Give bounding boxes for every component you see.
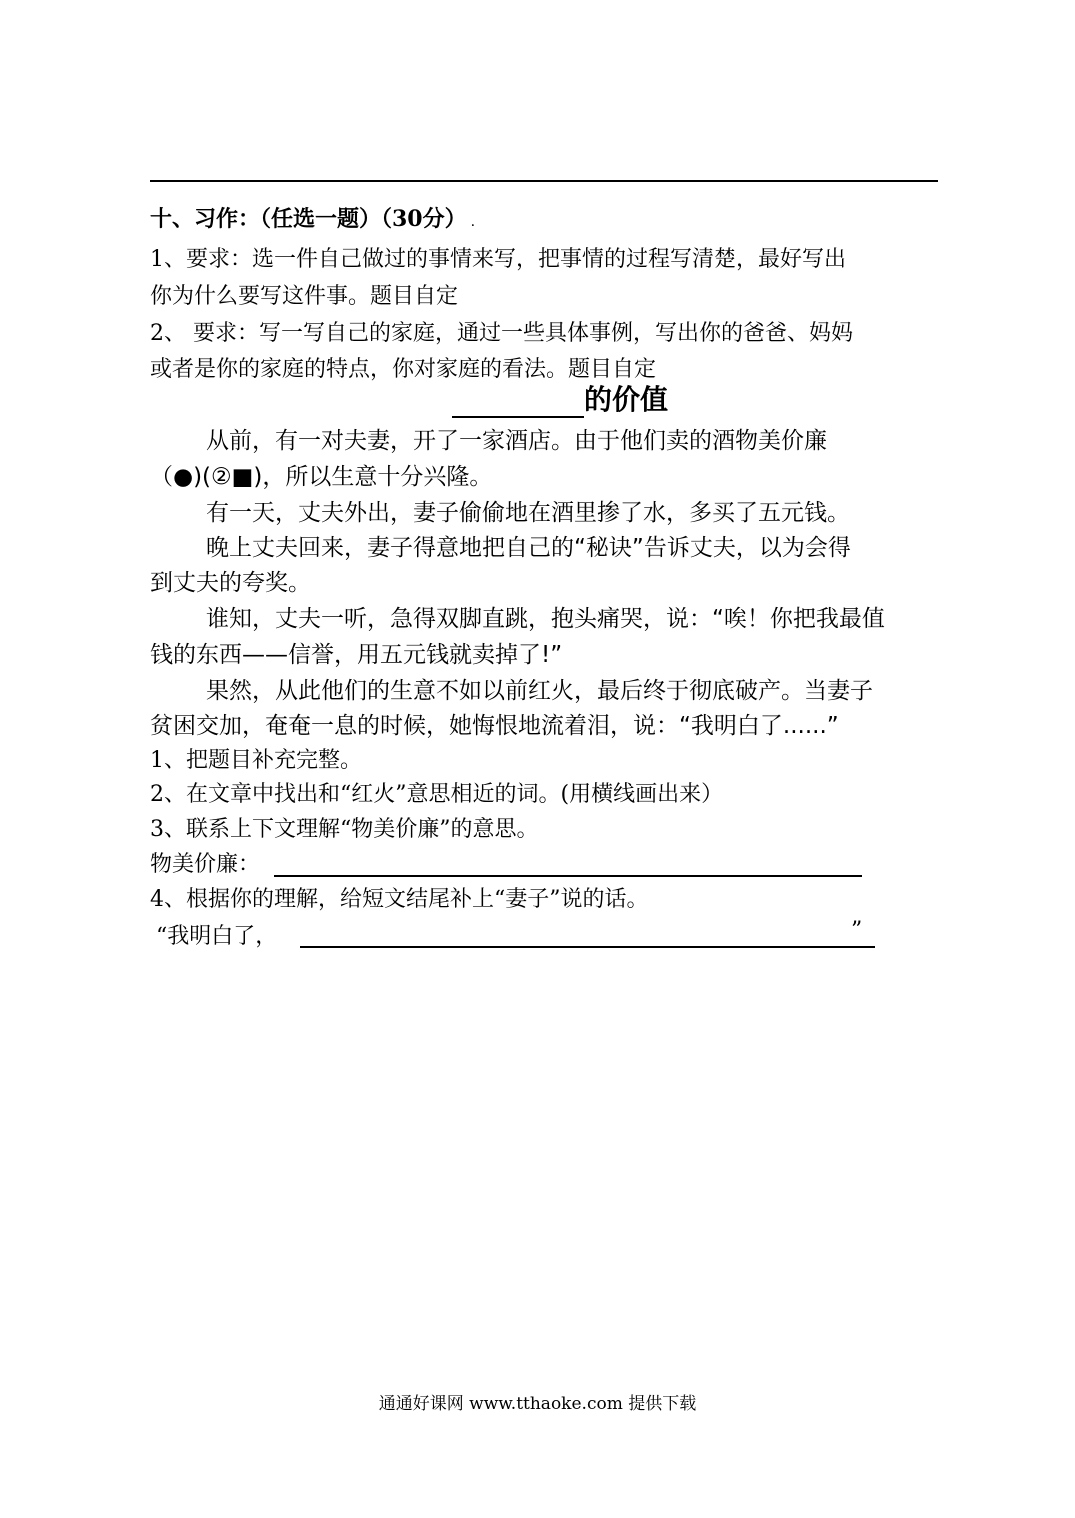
question-4: 4、根据你的理解，给短文结尾补上“妻子”说的话。: [150, 887, 649, 912]
prompt-2-line-2: 或者是你的家庭的特点，你对家庭的看法。题目自定: [150, 357, 657, 382]
section-heading-mark: .: [470, 214, 476, 230]
footer-credit: 通通好课网 www.tthaoke.com 提供下载: [378, 1394, 697, 1414]
question-2: 2、在文章中找出和“红火”意思相近的词。(用横线画出来）: [150, 782, 724, 807]
story-title-suffix: 的价值: [584, 383, 669, 416]
story-p3-line-1: 晚上丈夫回来，妻子得意地把自己的“秘诀”告诉丈夫，以为会得: [206, 535, 851, 561]
story-p1-line-1: 从前，有一对夫妻，开了一家酒店。由于他们卖的酒物美价廉: [206, 428, 827, 454]
story-title: [452, 382, 668, 422]
prompt-1-line-2: 你为什么要写这件事。题目自定: [150, 284, 459, 309]
story-p5-line-2: 贫困交加，奄奄一息的时候，她悔恨地流着泪，说：“我明白了......”: [150, 713, 839, 739]
title-blank[interactable]: [452, 386, 584, 418]
story-p1-line-2: （●)(②■)，所以生意十分兴隆。: [150, 464, 493, 490]
story-p3-line-2: 到丈夫的夸奖。: [150, 570, 311, 596]
prompt-1-line-1: 1、要求：选一件自己做过的事情来写，把事情的过程写清楚，最好写出: [150, 247, 846, 272]
question-1: 1、把题目补充完整。: [150, 748, 362, 773]
question-4-answer-line[interactable]: [300, 946, 875, 948]
question-3-answer-label: 物美价廉：: [150, 852, 261, 877]
story-p5-line-1: 果然，从此他们的生意不如以前红火，最后终于彻底破产。当妻子: [206, 678, 873, 704]
question-4-answer-prefix: “我明白了，: [156, 924, 278, 949]
section-heading-text: 十、习作：（任选一题）（30分）: [150, 206, 467, 232]
story-p4-line-2: 钱的东西——信誉，用五元钱就卖掉了!”: [150, 642, 563, 668]
question-4-answer-suffix: ”: [851, 918, 863, 943]
question-3: 3、联系上下文理解“物美价廉”的意思。: [150, 817, 539, 842]
prompt-2-line-1: 2、 要求：写一写自己的家庭，通过一些具体事例，写出你的爸爸、妈妈: [150, 321, 853, 346]
story-p4-line-1: 谁知，丈夫一听，急得双脚直跳，抱头痛哭，说：“唉！你把我最值: [206, 606, 885, 632]
story-p2-line-1: 有一天，丈夫外出，妻子偷偷地在酒里掺了水，多买了五元钱。: [206, 500, 850, 526]
question-3-answer-line[interactable]: [274, 875, 862, 877]
top-divider: [150, 180, 938, 182]
section-heading: [150, 204, 475, 237]
